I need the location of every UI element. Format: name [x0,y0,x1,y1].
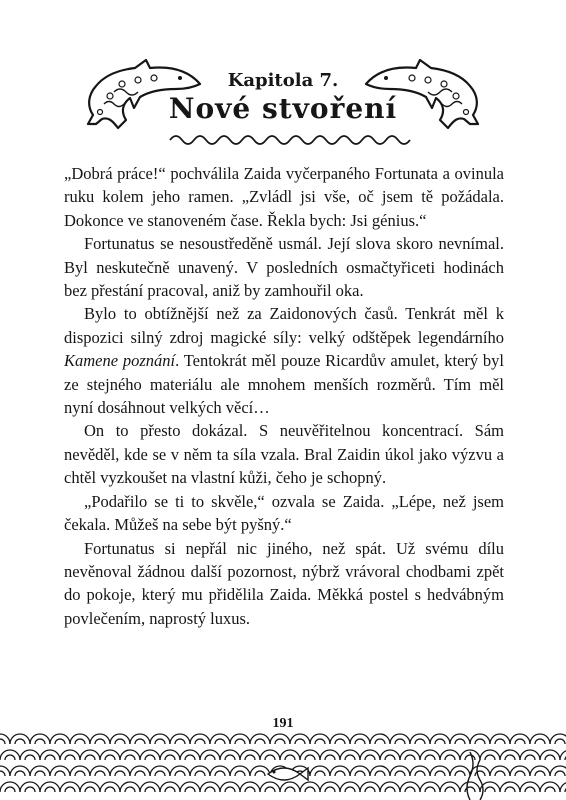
wave-swirl [460,782,480,792]
wave-swirl [560,750,566,760]
wave-swirl [400,750,420,760]
wave-swirl [160,750,180,760]
wave-swirl [360,750,380,760]
wave-swirl [60,782,80,792]
wave-swirl [30,734,50,744]
wave-swirl [200,750,220,760]
wave-swirl [550,734,566,744]
wave-swirl [130,734,150,744]
wave-swirl [0,782,20,792]
wave-swirl [310,734,330,744]
wave-swirl [450,766,470,776]
wave-swirl [50,766,70,776]
wave-swirl [10,734,30,744]
wave-swirl [230,734,250,744]
wave-swirl [80,782,100,792]
wave-swirl [0,734,10,744]
wave-swirl [30,766,50,776]
wave-swirl [390,734,410,744]
wave-swirl [130,766,150,776]
wave-swirl [290,734,310,744]
wave-swirl [520,782,540,792]
wave-swirl [380,782,400,792]
paragraph: On to přesto dokázal. S neuvěřitelnou koncentrací. Sám nevěděl, kde se v něm ta síla vzala. Bral Zaidin úkol jako výzvu a chtěl vyzkoušet na vlastní kůži, čeho je schopný. [64,421,504,488]
wave-swirl [530,766,550,776]
chapter-label: Kapitola 7. [227,70,339,91]
paragraph-text: . Tentokrát měl pouze Ricardův amulet, který byl ze stejného materiálu ale mnohem menších rozměrů. Tím měl nyní dosáhnout velkých věcí… [64,351,504,418]
wave-swirl [560,782,566,792]
fish-icon [268,768,308,780]
wave-swirl [530,734,550,744]
wave-swirl [370,766,390,776]
chapter-body [64,162,504,630]
wave-swirl [490,766,510,776]
wave-swirl [50,734,70,744]
wave-swirl [20,782,40,792]
wave-swirl [80,750,100,760]
wave-swirl [450,734,470,744]
wave-swirl [540,782,560,792]
wave-swirl [550,766,566,776]
wave-swirl [440,750,460,760]
wave-swirl [210,766,230,776]
paragraph [64,302,504,419]
wave-swirl [210,734,230,744]
paragraph: „Podařilo se ti to skvěle,“ ozvala se Zaida. „Lépe, než jsem čekala. Můžeš na sebe být pyšný.“ [64,491,504,535]
wave-swirl [90,766,110,776]
wave-swirl [230,766,250,776]
wave-swirl [280,750,300,760]
wave-swirl [320,782,340,792]
wave-swirl [180,750,200,760]
wave-swirl [480,750,500,760]
wave-swirl [430,766,450,776]
wave-swirl [180,782,200,792]
wave-swirl [500,782,520,792]
wave-swirl [350,766,370,776]
wave-swirl [60,750,80,760]
wave-swirl [190,766,210,776]
wave-swirl [420,750,440,760]
wave-swirl [40,750,60,760]
wave-swirl [370,734,390,744]
wave-swirl [400,782,420,792]
wave-swirl [420,782,440,792]
wave-swirl [170,766,190,776]
wave-swirl [200,782,220,792]
wave-swirl [460,750,480,760]
wave-swirl [300,782,320,792]
wave-swirl [140,750,160,760]
wave-swirl [500,750,520,760]
wave-swirl [40,782,60,792]
book-title-italic: Kamene poznání [64,351,176,371]
wave-swirl [190,734,210,744]
wave-swirl [510,766,530,776]
wave-swirl [240,750,260,760]
wave-swirl [390,766,410,776]
wave-swirl [340,750,360,760]
paragraph-text: Bylo to obtížnější než za Zaidonových časů. Tenkrát měl k dispozici silný zdroj magické síly: velký odštěpek legendárního [64,304,504,347]
wave-swirl [470,734,490,744]
wave-swirl [0,766,10,776]
wave-swirl [110,766,130,776]
wave-swirl [70,734,90,744]
wave-swirl [280,782,300,792]
paragraph: „Dobrá práce!“ pochválila Zaida vyčerpaného Fortunata a ovinula ruku kolem jeho ramen. „Zvládl jsi vše, oč jsem tě požádala. Dokonce ve stanoveném čase. Řekla bych: Jsi génius.“ [64,164,504,230]
wave-swirl [100,750,120,760]
wave-swirl [510,734,530,744]
wave-swirl [220,782,240,792]
wave-swirl [300,750,320,760]
wave-swirl [410,766,430,776]
wave-swirl [0,750,20,760]
wave-swirl [410,734,430,744]
wave-swirl [160,782,180,792]
wave-swirl [380,750,400,760]
wave-swirl [360,782,380,792]
chapter-title: Nové stvoření [168,92,398,125]
wave-swirl [330,734,350,744]
wave-swirl [150,766,170,776]
wave-swirl [90,734,110,744]
wave-swirl [260,750,280,760]
wave-swirl [330,766,350,776]
wave-swirl [220,750,240,760]
wave-swirl [260,782,280,792]
wave-swirl [20,750,40,760]
wave-swirl [350,734,370,744]
wave-swirl [250,766,270,776]
wave-swirl [540,750,560,760]
wave-swirl [70,766,90,776]
paragraph: Fortunatus se nesoustředěně usmál. Její slova skoro nevnímal. Byl neskutečně unavený. V posledních osmačtyřiceti hodinách bez přestání pracoval, aniž by zamhouřil oka. [64,234,504,301]
wave-swirl [170,734,190,744]
wave-border-ornament [0,730,566,800]
wave-swirl [310,766,330,776]
wave-swirl [240,782,260,792]
wave-swirl [110,734,130,744]
wave-swirl [270,734,290,744]
wave-swirl [340,782,360,792]
wave-swirl [320,750,340,760]
wave-swirl [430,734,450,744]
wave-swirl [520,750,540,760]
wave-swirl [490,734,510,744]
wave-swirl [250,734,270,744]
wave-swirl [140,782,160,792]
wave-swirl [150,734,170,744]
page-number: 191 [272,716,294,731]
wave-divider-icon [170,136,410,144]
wave-swirl [120,750,140,760]
wave-swirl [100,782,120,792]
paragraph: Fortunatus si nepřál nic jiného, než spát. Už svému dílu nevěnoval žádnou další pozornost, nýbrž vrávoral chodbami zpět do pokoje, který mu přidělila Zaida. Měkká postel s hedvábným povlečením, naprostý luxus. [64,538,504,628]
wave-swirl [120,782,140,792]
wave-swirl [440,782,460,792]
wave-swirl [10,766,30,776]
